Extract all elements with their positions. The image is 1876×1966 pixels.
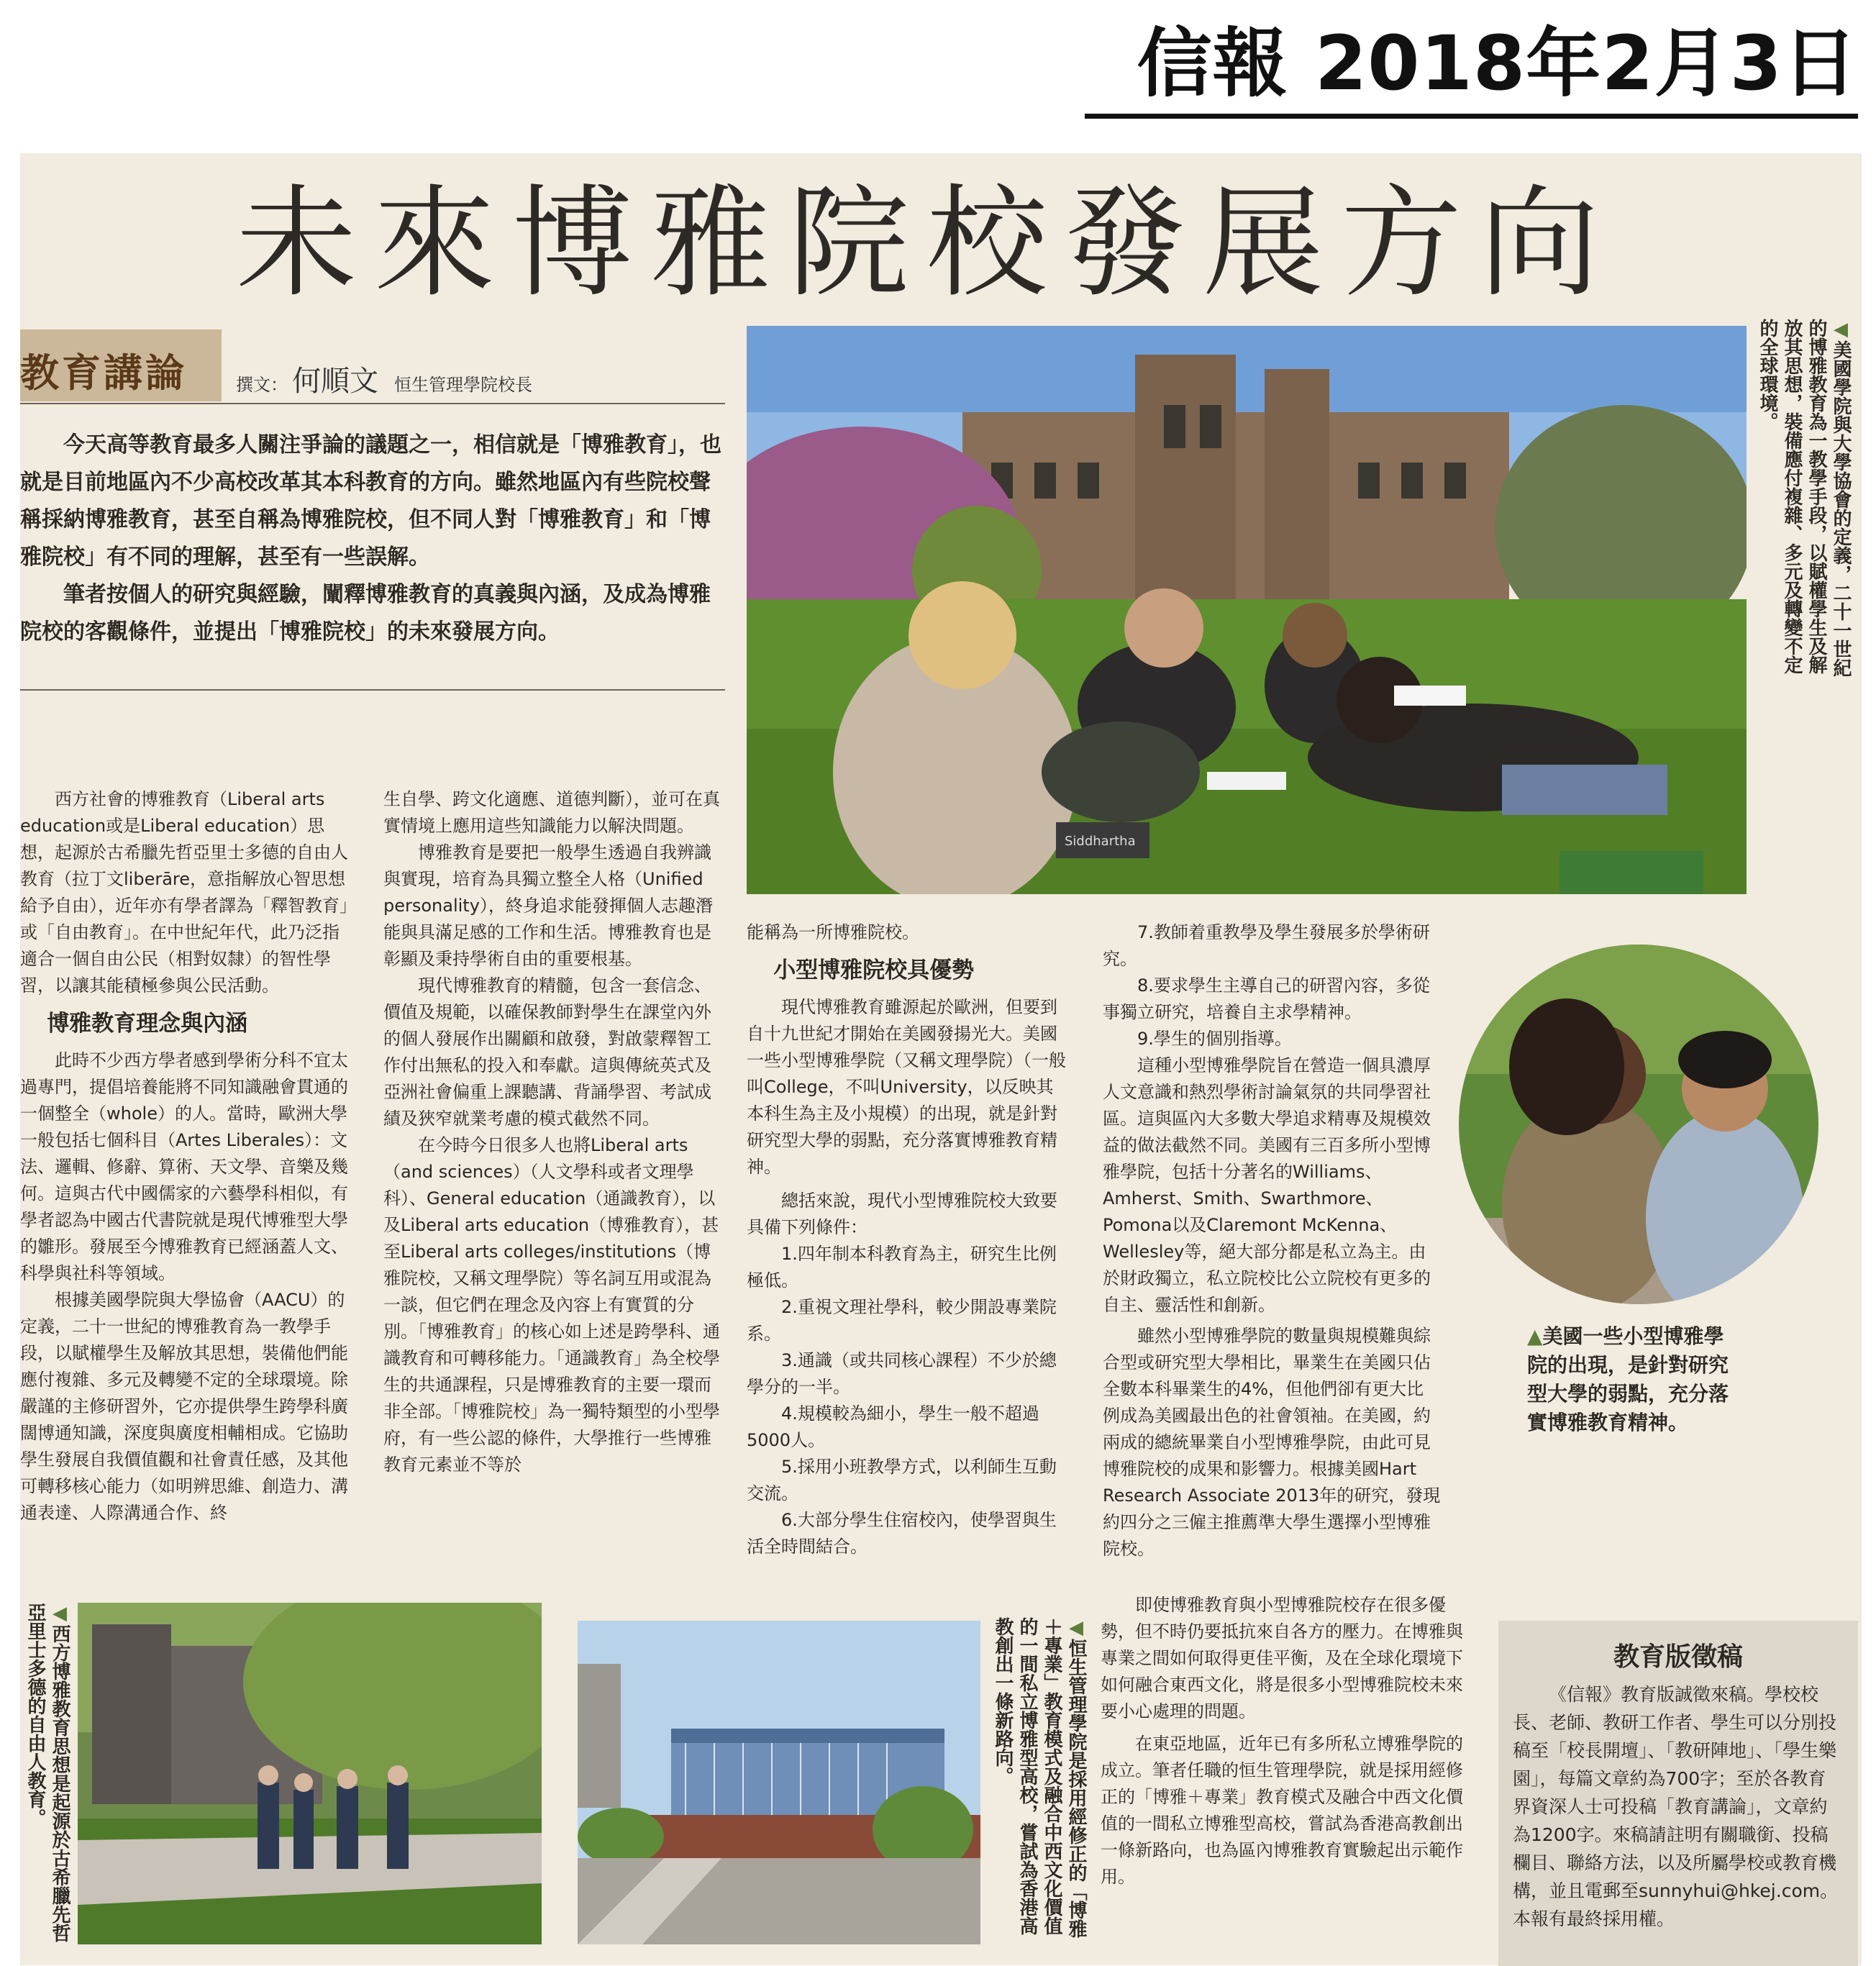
author-title: 恒生管理學院校長 [394,375,532,395]
list-item: 4.規模較為細小，學生一般不超過5000人。 [747,1403,1039,1450]
column-header [20,329,725,409]
article-column-2 [383,786,721,1478]
caption-bottom-left-photo-text: 西方博雅教育思想是起源於古希臘先哲亞里士多德的自由人教育。 [24,1603,70,1942]
caption-circle-photo-text: 美國一些小型博雅學院的出現，是針對研究型大學的弱點，充分落實博雅教育精神。 [1527,1324,1729,1434]
caption-circle-photo [1527,1322,1743,1437]
byline [236,358,532,399]
body-paragraph: 根據美國學院與大學協會（AACU）的定義，二十一世紀的博雅教育為一教學手段，以賦權學生及解放其思想，裝備他們能應付複雜、多元及轉變不定的全球環境。除嚴謹的主修研習外，它亦提供學生跨學科廣闊博通知識，深度與廣度相輔相成。它協助學生發展自我價值觀和社會責任感，及其他可轉移核心能力（如明辨思維、創造力、溝通表達、人際溝通合作、終 [20,1290,348,1523]
article-column-1 [20,786,351,1526]
photo-students-lawn [747,326,1747,894]
list-item: 7.教師着重教學及學生發展多於學術研究。 [1103,922,1430,969]
body-paragraph: 現代博雅教育雖源起於歐洲，但要到自十九世紀才開始在美國發揚光大。美國一些小型博雅學院（又稱文理學院）（一般叫College，不叫University，以反映其本科生為主及小規模）的出現，就是針對研究型大學的弱點，充分落實博雅教育精神。 [747,997,1066,1177]
article-column-3 [747,919,1070,1560]
list-item: 8.要求學生主導自己的研習內容，多從事獨立研究，培養自主求學精神。 [1103,975,1430,1022]
list-item: 3.通識（或共同核心課程）不少於總學分的一半。 [747,1350,1057,1397]
list-item: 2.重視文理社學科，較少開設專業院系。 [747,1297,1057,1344]
caption-top-photo-text: 美國學院與大學協會的定義，二十一世紀的博雅教育為一教學手段，以賦權學生及解放其思想，裝備應付複雜、多元及轉變不定的全球環境。 [1757,319,1852,677]
photo-campus-walkway [78,1603,542,1944]
lead-paragraph: 筆者按個人的研究與經驗，闡釋博雅教育的真義與內涵，及成為博雅院校的客觀條件，並提出「博雅院校」的未來發展方向。 [20,582,711,645]
body-paragraph: 博雅教育是要把一般學生透過自我辨識與實現，培育為具獨立整全人格（Unified personality），終身追求能發揮個人志趣潛能與具滿足感的工作和生活。博雅教育也是彰顯及秉持學術自由的重要根基。 [383,842,713,969]
body-paragraph: 總括來說，現代小型博雅院校大致要具備下列條件： [747,1191,1057,1237]
subheading-small-colleges: 小型博雅院校具優勢 [773,957,975,983]
photo-hang-seng-campus [578,1621,980,1944]
dateline: 信報 2018年2月3日 [1085,13,1858,119]
list-item: 5.採用小班教學方式，以利師生互動交流。 [747,1457,1057,1503]
list-item: 1.四年制本科教育為主，研究生比例極低。 [747,1244,1057,1291]
header-rule [20,403,725,404]
callbox-body: 《信報》教育版誠徵來稿。學校校長、老師、教研工作者、學生可以分別投稿至「校長開壇」、「教研陣地」、「學生樂園」，每篇文章約為700字；至於各教育界資深人士可投稿「教育講論」，文章約為1200字。來稿請註明有關職銜、投稿欄目、聯絡方法，以及所屬學校或教育機構，並且電郵至sunnyhui@hkej.com。本報有最終採用權。 [1513,1684,1839,1929]
caption-arrow-icon: ◀ [1830,319,1852,340]
byline-label: 撰文： [236,375,288,395]
caption-bottom-mid-photo [988,1617,1088,1948]
call-for-submissions-box [1498,1621,1858,1966]
body-paragraph: 在今時今日很多人也將Liberal arts（and sciences）（人文學科或者文理學科）、General education（通識教育），以及Liberal arts education（博雅教育），甚至Liberal arts colleges/institutions（博雅院校，又稱文理學院）等名詞互用或混為一談，但它們在理念及內容上有實質的分別。「博雅教育」的核心如上述是跨學科、通識教育和可轉移能力。「通識教育」為全校學生的共通課程，只是博雅教育的主要一環而非全部。「博雅院校」為一獨特類型的小型學府，有一些公認的條件，大學推行一些博雅教育元素並不等於 [383,1135,720,1475]
book-title: Siddhartha [1065,834,1136,849]
body-paragraph: 雖然小型博雅學院的數量與規模難與綜合型或研究型大學相比，畢業生在美國只佔全數本科畢業生的4%，但他們卻有更大比例成為美國最出色的社會領袖。在美國，約兩成的總統畢業自小型博雅學院，由此可見博雅院校的成果和影響力。根據美國Hart Research Associate 2013年的研究，發現約四分之三僱主推薦準大學生選擇小型博雅院校。 [1103,1326,1441,1559]
caption-arrow-icon: ◀ [49,1603,70,1624]
body-paragraph: 現代博雅教育的精髓，包含一套信念、價值及規範，以確保教師對學生在課堂內外的個人發展作出關顧和啟發，對啟蒙釋智工作付出無私的投入和奉獻。這與傳統英式及亞洲社會偏重上課聽講、背誦學習、考試成績及狹窄就業考慮的模式截然不同。 [383,975,711,1129]
list-item: 6.大部分學生住宿校內，使學習與生活全時間結合。 [747,1510,1057,1557]
subheading-philosophy: 博雅教育理念與內涵 [47,1011,248,1037]
newspaper-clipping [20,153,1862,1965]
body-paragraph: 此時不少西方學者感到學術分科不宜太過專門，提倡培養能將不同知識融會貫通的一個整全（whole）的人。當時，歐洲大學一般包括七個科目（Artes Liberales）：文法、邏輯、修辭、算術、天文學、音樂及幾何。這與古代中國儒家的六藝學科相似，有學者認為中國古代書院就是現代博雅型大學的雛形。發展至今博雅教育已經涵蓋人文、科學與社科等領域。 [20,1050,348,1283]
body-paragraph: 西方社會的博雅教育（Liberal arts education或是Liberal education）思想，起源於古希臘先哲亞里士多德的自由人教育（拉丁文liberāre，意指解放心智思想給予自由），近年亦有學者譯為「釋智教育」或「自由教育」。在中世紀年代，此乃泛指適合一個自由公民（相對奴隸）的智性學習，以讓其能積極參與公民活動。 [20,789,348,996]
column-name: 教育講論 [20,350,187,396]
author-name: 何順文 [292,365,378,398]
headline: 未來博雅院校發展方向 [236,173,1617,314]
body-paragraph: 這種小型博雅學院旨在營造一個具濃厚人文意識和熱烈學術討論氣氛的共同學習社區。這與區內大多數大學追求精專及規模效益的做法截然不同。美國有三百多所小型博雅學院，包括十分著名的Williams、Amherst、Smith、Swarthmore、Pomona以及Claremont McKenna、Wellesley等，絕大部分都是私立為主。由於財政獨立，私立院校比公立院校有更多的自主、靈活性和創新。 [1103,1055,1431,1315]
callbox-title: 教育版徵稿 [1613,1642,1743,1672]
list-item: 9.學生的個別指導。 [1137,1029,1292,1049]
body-paragraph: 即使博雅教育與小型博雅院校存在很多優勢，但不時仍要抵抗來自各方的壓力。在博雅與專業之間如何取得更佳平衡，及在全球化環境下如何融合東西文化，將是很多小型博雅院校未來要小心處理的問題。 [1101,1595,1463,1721]
photo-two-students [1459,945,1818,1304]
article-column-4 [1103,919,1441,1562]
caption-bottom-left-photo [20,1603,72,1948]
caption-bottom-mid-photo-text: 恒生管理學院是採用經修正的「博雅＋專業」教育模式及融合中西文化價值的一間私立博雅型高校，嘗試為香港高教創出一條新路向。 [992,1617,1087,1938]
body-paragraph: 在東亞地區，近年已有多所私立博雅學院的成立。筆者任職的恒生管理學院，就是採用經修正的「博雅＋專業」教育模式及融合中西文化價值的一間私立博雅型高校，嘗試為香港高教創出一條新路向，也為區內博雅教育實驗起出示範作用。 [1101,1734,1463,1887]
lead-paragraph: 今天高等教育最多人關注爭論的議題之一，相信就是「博雅教育」，也就是目前地區內不少高校改革其本科教育的方向。雖然地區內有些院校聲稱採納博雅教育，甚至自稱為博雅院校，但不同人對「博雅教育」和「博雅院校」有不同的理解，甚至有一些誤解。 [20,432,721,570]
lead-paragraphs [20,427,725,651]
article-column-5 [1101,1592,1478,1890]
lead-rule [20,689,725,691]
body-paragraph: 生自學、跨文化適應、道德判斷），並可在真實情境上應用這些知識能力以解決問題。 [383,789,720,836]
body-paragraph: 能稱為一所博雅院校。 [747,922,919,942]
caption-top-photo [1752,319,1853,678]
caption-arrow-icon: ▲ [1527,1324,1543,1348]
caption-arrow-icon: ◀ [1065,1617,1087,1639]
